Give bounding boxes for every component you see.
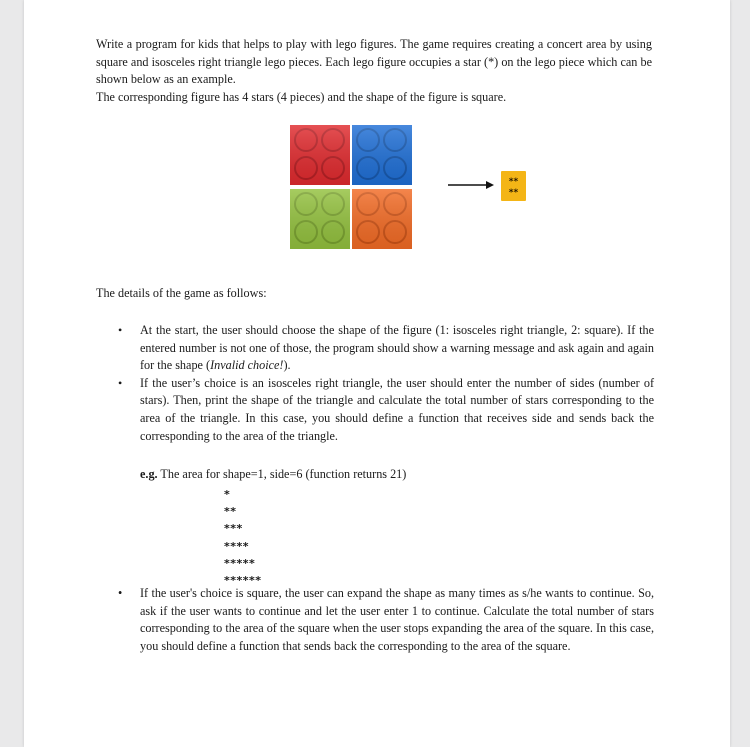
- square-details-list: [114, 585, 654, 655]
- intro: [96, 36, 652, 106]
- bullet-triangle: If the user’s choice is an isosceles right triangle, the user should enter the number of sides (number of stars). Then, print the shape of the triangle and calculate the total number of stars corresponding to the area of the triangle. In this case, you should define a function that receives side and sends back the corresponding to the area of the triangle.: [140, 375, 654, 443]
- star-row: *****: [224, 556, 256, 570]
- arrow-right-icon: [448, 181, 494, 189]
- intro-summary: The corresponding figure has 4 stars (4 pieces) and the shape of the figure is square.: [96, 89, 507, 104]
- star-row: *: [224, 488, 231, 501]
- bullet-icon: •: [118, 375, 123, 390]
- yellow-figure-piece: [501, 171, 526, 201]
- bullet-square: If the user's choice is square, the user can expand the shape as many times as s/he wants to continue. So, ask if the user wants to continue and let the user enter 1 to continue. Calculate the total number of stars corresponding to the area of the square when the user stops expanding the area of the square. In this case, you should define a function that sends back the corresponding to the area of the square.: [140, 586, 654, 653]
- svg-text:**: **: [508, 188, 519, 198]
- orange-lego-brick: [352, 189, 412, 249]
- blue-lego-brick: [352, 125, 412, 185]
- list-item: [114, 585, 654, 655]
- game-details-list: [114, 322, 654, 445]
- lego-illustration: [290, 125, 526, 251]
- details-heading: The details of the game as follows:: [96, 286, 267, 300]
- red-lego-brick: [290, 125, 350, 185]
- triangle-stars: [224, 486, 262, 589]
- bullet-icon: •: [118, 586, 123, 600]
- example-text: The area for shape=1, side=6 (function returns 21): [157, 467, 407, 481]
- star-row: ******: [224, 574, 262, 588]
- list-item: [114, 375, 654, 445]
- star-row: ****: [224, 539, 250, 553]
- bullet-shape-choice-end: ).: [283, 358, 291, 373]
- star-row: ***: [224, 522, 243, 536]
- green-lego-brick: [290, 189, 350, 249]
- example-line: [140, 467, 406, 482]
- example-label: e.g.: [140, 467, 158, 481]
- document-page: [24, 0, 730, 747]
- intro-paragraph: Write a program for kids that helps to play with lego figures. The game requires creating a concert area by using square and isosceles right triangle lego pieces. Each lego figure occupies a star (*) on the lego piece which can be shown below as an example.: [96, 37, 652, 87]
- list-item: [114, 322, 654, 375]
- svg-text:**: **: [508, 177, 519, 187]
- bullet-icon: •: [118, 323, 123, 337]
- star-row: **: [224, 505, 237, 519]
- invalid-choice-text: Invalid choice!: [210, 358, 284, 373]
- bullet-shape-choice: At the start, the user should choose the shape of the figure (1: isosceles right triangle, 2: square). If the entered number is not one of those, the program should show a warning message and ask again and again for the shape (: [140, 323, 654, 373]
